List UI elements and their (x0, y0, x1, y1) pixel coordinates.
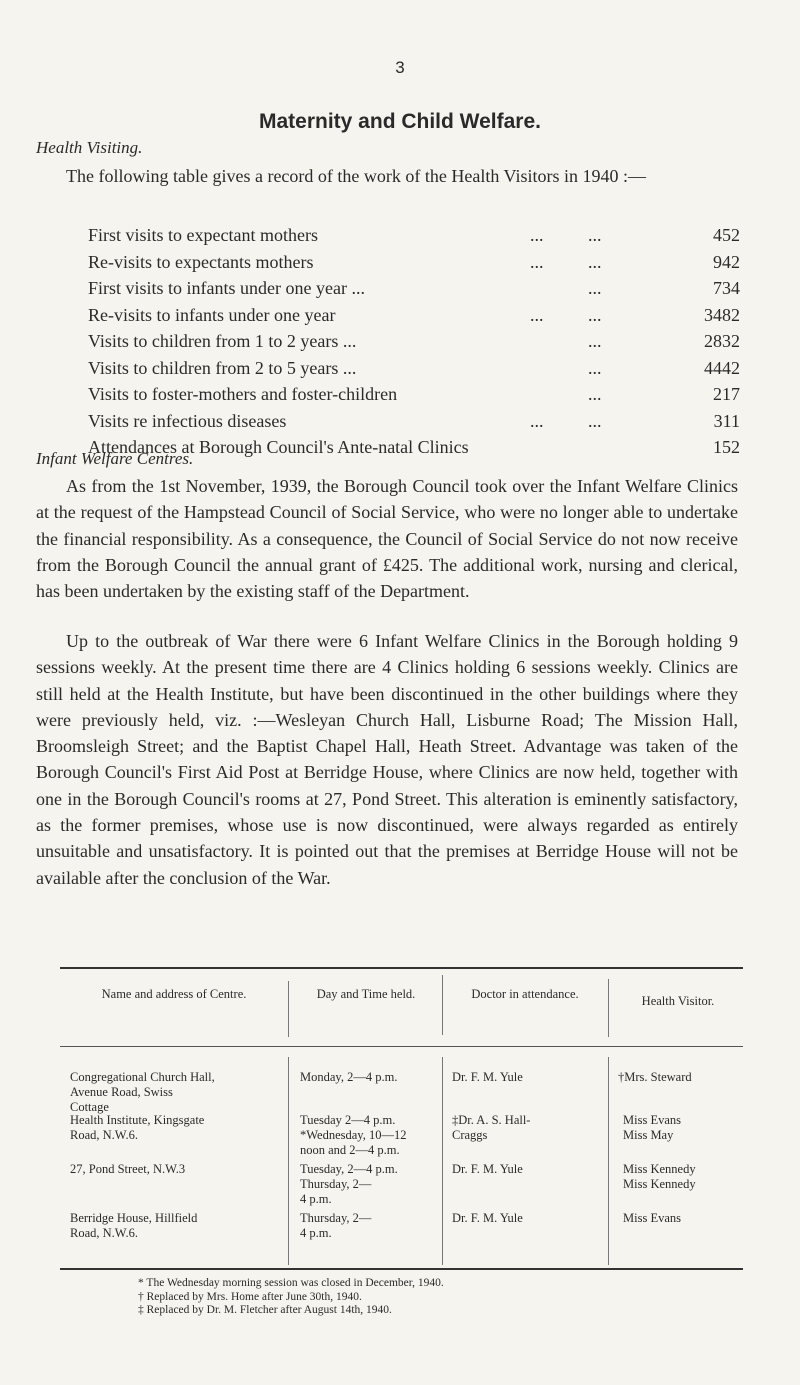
visit-value: 217 (713, 384, 740, 404)
visit-value: 311 (713, 410, 740, 431)
column-divider (442, 975, 443, 1035)
header-doctor: Doctor in attendance. (471, 987, 579, 1001)
infant-welfare-paragraph-2: Up to the outbreak of War there were 6 Infant Welfare Clinics in the Borough holding 9 sessions weekly. At the present time there are 4 Clinics holding 6 sessions weekly. Clinics are still held at the Health Institute, but have been discontinued in the other buildings where they were previously held, viz. :—Wesleyan Church Hall, Lisburne Road; The Mission Hall, Broomsleigh Street; and the Baptist Chapel Hall, Heath Street. Advantage was taken of the Borough Council's First Aid Post at Berridge House, where Clinics are now held, together with one in the Borough Council's rooms at 27, Pond Street. This alteration is eminently satisfactory, as the former premises, whose use is now discontinued, were always regarded as entirely unsuitable and unsatisfactory. It is pointed out that the premises at Berridge House will not be available after the conclusion of the War. (36, 631, 738, 888)
visit-label: First visits to infants under one year ... (88, 278, 365, 298)
visit-row: Visits re infectious diseases ... ... 311 (88, 410, 740, 431)
infant-welfare-paragraph-1: As from the 1st November, 1939, the Borough Council took over the Infant Welfare Clinics at the request of the Hampstead Council of Social Service, who were no longer able to undertake the financial responsibility. As a consequence, the Council of Social Service do not now receive from the Borough Council the annual grant of £425. The additional work, nursing and clerical, has been undertaken by the existing staff of the Department. (36, 476, 738, 602)
visit-label: Re-visits to expectants mothers (88, 251, 314, 272)
visit-row: Visits to children from 2 to 5 years ... ... 4442 (88, 357, 740, 378)
cell-visitor: Miss Evans Miss May (623, 1113, 681, 1142)
footnote: * The Wednesday morning session was closed in December, 1940. (138, 1277, 444, 1289)
visit-row: Re-visits to infants under one year ... ... 3482 (88, 304, 740, 325)
health-visiting-intro: The following table gives a record of the work of the Health Visitors in 1940 :— (66, 166, 646, 186)
visit-value: 452 (713, 225, 740, 245)
column-divider (608, 1057, 609, 1265)
cell-day-time: Tuesday 2—4 p.m. *Wednesday, 10—12 noon and 2—4 p.m. (300, 1113, 407, 1157)
cell-visitor: †Mrs. Steward (618, 1070, 692, 1084)
visit-label: Visits re infectious diseases (88, 410, 287, 431)
cell-centre: 27, Pond Street, N.W.3 (70, 1162, 186, 1176)
visit-row: First visits to expectant mothers ... ... 452 (88, 225, 740, 245)
visit-value: 942 (713, 251, 740, 272)
visit-row: First visits to infants under one year ... ... 734 (88, 278, 740, 298)
column-divider (608, 979, 609, 1037)
cell-centre: Congregational Church Hall, Avenue Road, Swiss Cottage (70, 1070, 215, 1114)
visit-label: Visits to children from 2 to 5 years ... (88, 357, 357, 378)
visit-label: Re-visits to infants under one year (88, 304, 336, 325)
visit-value: 2832 (704, 331, 740, 351)
cell-day-time: Thursday, 2— 4 p.m. (300, 1211, 372, 1240)
visits-list (88, 225, 740, 464)
table-header-rule (60, 1046, 743, 1047)
clinics-table (60, 967, 743, 1271)
header-day-time: Day and Time held. (316, 987, 416, 1001)
header-health-visitor: Health Visitor. (641, 994, 715, 1008)
footnote: † Replaced by Mrs. Home after June 30th, 1940. (138, 1290, 362, 1303)
visit-row: Re-visits to expectants mothers ... ... 942 (88, 251, 740, 272)
column-divider (288, 1057, 289, 1265)
infant-welfare-heading: Infant Welfare Centres. (36, 449, 194, 468)
visit-row: Visits to foster-mothers and foster-children ... 217 (88, 384, 740, 404)
visit-label: Visits to foster-mothers and foster-children (88, 384, 398, 404)
cell-day-time: Tuesday, 2—4 p.m. Thursday, 2— 4 p.m. (300, 1162, 398, 1206)
cell-centre: Berridge House, Hillfield Road, N.W.6. (70, 1211, 198, 1240)
cell-day-time: Monday, 2—4 p.m. (300, 1070, 398, 1084)
visit-label: Attendances at Borough Council's Ante-natal Clinics (88, 437, 469, 457)
cell-visitor: Miss Evans (623, 1211, 681, 1225)
visit-value: 152 (713, 437, 740, 457)
cell-doctor: Dr. F. M. Yule (452, 1162, 523, 1176)
cell-visitor: Miss Kennedy Miss Kennedy (623, 1162, 696, 1191)
page-number: 3 (395, 58, 405, 77)
visit-value: 4442 (704, 357, 740, 378)
visit-value: 734 (713, 278, 740, 298)
column-divider (288, 981, 289, 1037)
page-title: Maternity and Child Welfare. (259, 110, 541, 133)
header-centre: Name and address of Centre. (101, 987, 247, 1001)
cell-doctor: Dr. F. M. Yule (452, 1070, 523, 1084)
column-divider (442, 1057, 443, 1265)
footnotes (138, 1277, 444, 1318)
table-bottom-rule (60, 1268, 743, 1270)
table-top-rule (60, 967, 743, 969)
cell-centre: Health Institute, Kingsgate Road, N.W.6. (70, 1113, 205, 1142)
visit-label: Visits to children from 1 to 2 years ... (88, 331, 357, 351)
cell-doctor: Dr. F. M. Yule (452, 1211, 523, 1225)
visit-label: First visits to expectant mothers (88, 225, 318, 245)
visit-value: 3482 (704, 304, 740, 325)
visit-row: Visits to children from 1 to 2 years ... ... 2832 (88, 331, 740, 351)
cell-doctor: ‡Dr. A. S. Hall- Craggs (452, 1113, 531, 1142)
footnote: ‡ Replaced by Dr. M. Fletcher after August 14th, 1940. (138, 1304, 392, 1316)
health-visiting-heading: Health Visiting. (36, 138, 143, 157)
